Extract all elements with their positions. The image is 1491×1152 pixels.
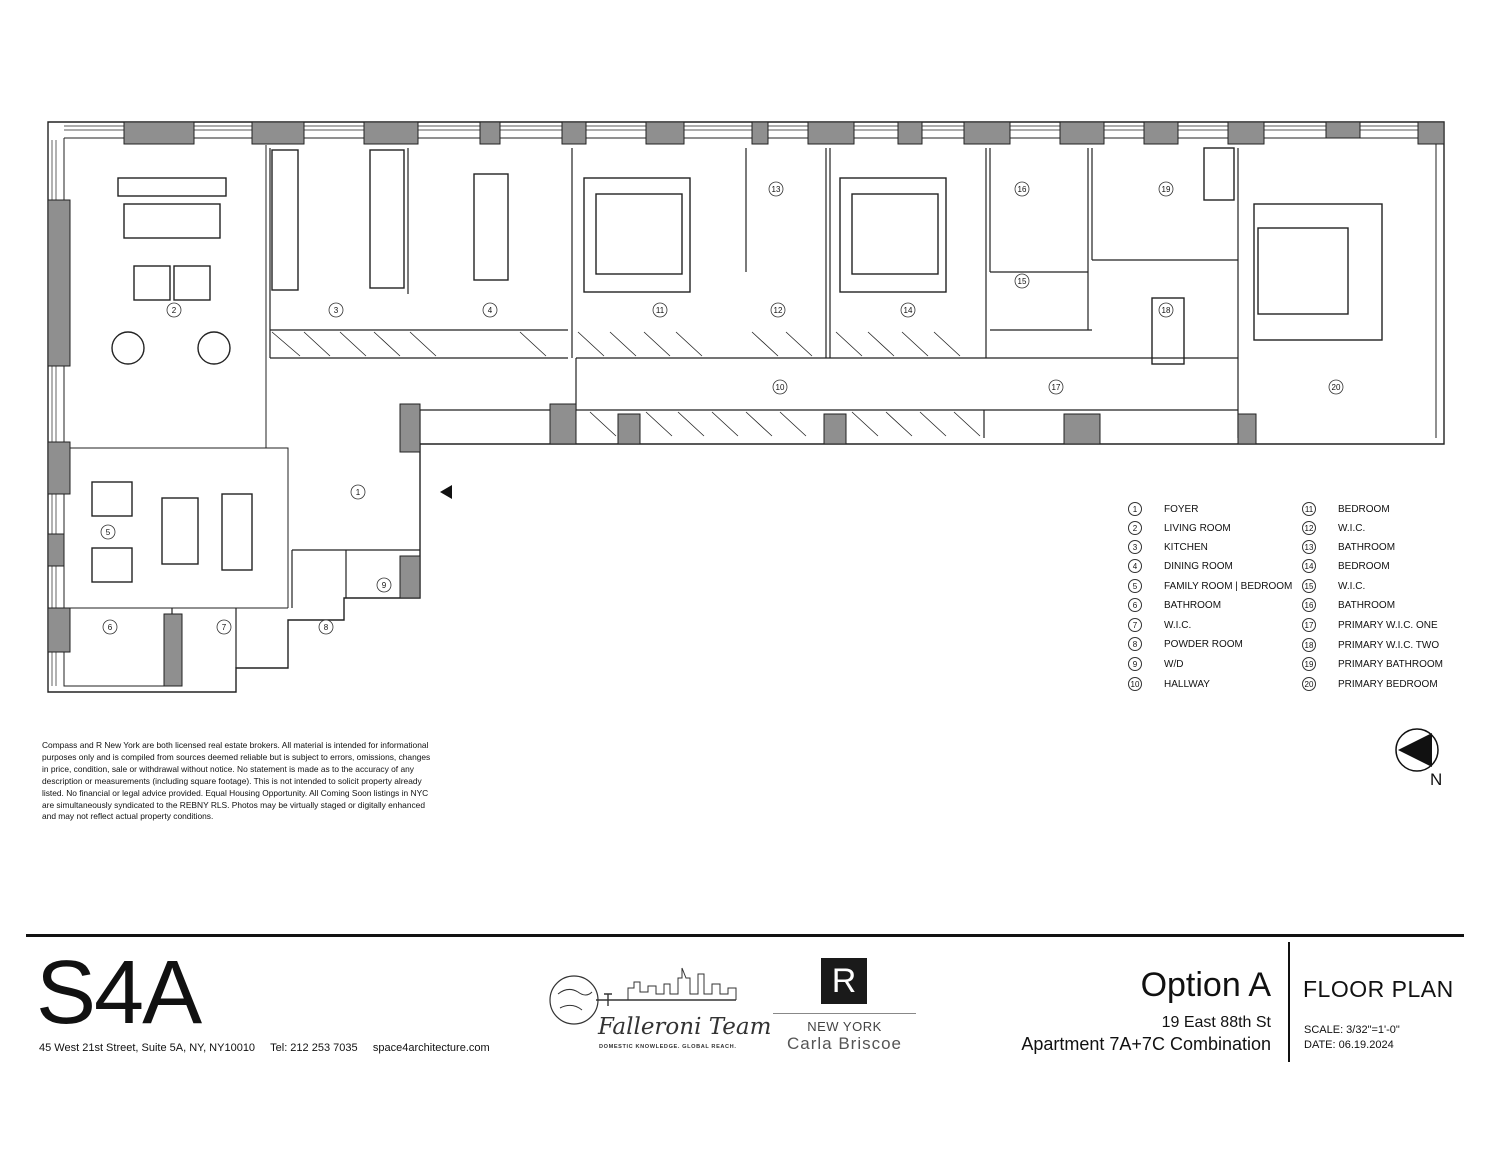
legend-item — [1302, 577, 1366, 595]
legend-number: 2 — [1128, 521, 1142, 535]
legend-number: 7 — [1128, 618, 1142, 632]
column — [964, 122, 1010, 144]
column — [1060, 122, 1104, 144]
legend-label: W.I.C. — [1164, 619, 1192, 631]
room-tag-15 — [1015, 274, 1029, 288]
legend-label: POWDER ROOM — [1164, 638, 1243, 650]
column — [400, 404, 420, 452]
svg-text:9: 9 — [381, 581, 387, 590]
column — [48, 608, 70, 652]
north-arrow-icon — [1396, 729, 1438, 771]
family-sofa — [222, 494, 252, 570]
svg-text:17: 17 — [1051, 383, 1061, 392]
legend-number: 4 — [1128, 559, 1142, 573]
legend-label: FOYER — [1164, 503, 1199, 515]
living-console — [118, 178, 226, 196]
footer-divider-line — [26, 934, 1464, 937]
room-tag-2 — [167, 303, 181, 317]
svg-text:10: 10 — [775, 383, 785, 392]
legend-number: 8 — [1128, 637, 1142, 651]
legend-label: BATHROOM — [1164, 599, 1222, 611]
column — [1144, 122, 1178, 144]
north-label: N — [1430, 770, 1443, 789]
svg-text:11: 11 — [655, 306, 665, 315]
legend-item — [1302, 636, 1440, 654]
svg-text:19: 19 — [1161, 185, 1171, 194]
globe-icon — [550, 976, 598, 1024]
column — [1326, 122, 1360, 138]
living-sofa — [124, 204, 220, 238]
room-tag-13 — [769, 182, 783, 196]
legend-label: LIVING ROOM — [1164, 522, 1231, 534]
legend-label: FAMILY ROOM | BEDROOM — [1164, 580, 1293, 592]
legend-label: PRIMARY W.I.C. TWO — [1338, 639, 1440, 651]
bed-room-20 — [1258, 228, 1348, 314]
team-tagline: DOMESTIC KNOWLEDGE. GLOBAL REACH. — [599, 1044, 737, 1050]
living-armchair-left — [112, 332, 144, 364]
apartment-name: Apartment 7A+7C Combination — [1021, 1034, 1271, 1054]
legend-number: 11 — [1302, 502, 1316, 516]
option-title: Option A — [1140, 966, 1271, 1004]
column — [252, 122, 304, 144]
legend-item — [1302, 655, 1444, 673]
legend-item — [1302, 500, 1390, 518]
legend-number: 15 — [1302, 579, 1316, 593]
column — [124, 122, 194, 144]
legend-number: 16 — [1302, 598, 1316, 612]
property-address: 19 East 88th St — [1161, 1014, 1271, 1031]
legend-number: 18 — [1302, 638, 1316, 652]
entry-arrow-icon — [440, 485, 452, 499]
legend-item — [1128, 655, 1184, 673]
column — [480, 122, 500, 144]
room-tag-7 — [217, 620, 231, 634]
legend-label: PRIMARY W.I.C. ONE — [1338, 619, 1438, 631]
dining-table — [474, 174, 508, 280]
svg-text:3: 3 — [333, 306, 339, 315]
svg-text:7: 7 — [221, 623, 227, 632]
svg-text:8: 8 — [323, 623, 329, 632]
legend-number: 6 — [1128, 598, 1142, 612]
room-tag-16 — [1015, 182, 1029, 196]
kitchen-island — [370, 150, 404, 288]
legend-item — [1302, 616, 1438, 634]
legend-number: 13 — [1302, 540, 1316, 554]
living-ottoman-right — [174, 266, 210, 300]
column — [1418, 122, 1444, 144]
column — [550, 404, 576, 444]
legend-number: 12 — [1302, 521, 1316, 535]
room-tag-10 — [773, 380, 787, 394]
legend-number: 17 — [1302, 618, 1316, 632]
column — [808, 122, 854, 144]
disclaimer-text: Compass and R New York are both licensed real estate brokers. All material is intended for informational purposes only and is compiled from sources deemed reliable but is subject to errors, omissions, changes in price, condition, sale or withdrawal without notice. No statement is made as to the accuracy of any description or measurements (including square footage). This is not intended to solicit property already listed. No financial or legal advice provided. Equal Housing Opportunity. All Coming Soon listings in NYC are simultaneously syndicated to the REBNY RLS. Photos may be virtually staged or digitally enhanced and may not reflect actual property conditions. — [42, 740, 431, 822]
column — [364, 122, 418, 144]
room-tag-3 — [329, 303, 343, 317]
legend-item — [1302, 596, 1396, 614]
svg-text:2: 2 — [171, 306, 177, 315]
svg-text:14: 14 — [903, 306, 913, 315]
legend-label: KITCHEN — [1164, 541, 1208, 553]
legend-label: W/D — [1164, 658, 1184, 670]
broker-divider — [773, 1013, 916, 1014]
column — [824, 414, 846, 444]
legend-label: DINING ROOM — [1164, 560, 1233, 572]
legend-number: 10 — [1128, 677, 1142, 691]
svg-text:12: 12 — [773, 306, 783, 315]
room-tag-18 — [1159, 303, 1173, 317]
room-tag-12 — [771, 303, 785, 317]
column — [48, 442, 70, 494]
legend-number: 9 — [1128, 657, 1142, 671]
sheet-title: FLOOR PLAN — [1303, 976, 1454, 1002]
room-tag-1 — [351, 485, 365, 499]
column — [898, 122, 922, 144]
column — [562, 122, 586, 144]
svg-text:6: 6 — [107, 623, 113, 632]
legend-item — [1128, 675, 1210, 693]
legend-item — [1128, 557, 1233, 575]
skyline-icon — [628, 968, 736, 1000]
kitchen-counter — [272, 150, 298, 290]
drawing-date: DATE: 06.19.2024 — [1304, 1039, 1394, 1051]
svg-text:15: 15 — [1017, 277, 1027, 286]
bed-room-14 — [852, 194, 938, 274]
legend-item — [1128, 596, 1222, 614]
legend-item — [1302, 557, 1390, 575]
svg-text:13: 13 — [771, 185, 781, 194]
room-tag-6 — [103, 620, 117, 634]
column — [48, 200, 70, 366]
living-armchair-right — [198, 332, 230, 364]
legend-number: 20 — [1302, 677, 1316, 691]
room-tag-17 — [1049, 380, 1063, 394]
room-tag-5 — [101, 525, 115, 539]
legend-item — [1302, 519, 1366, 537]
column — [1228, 122, 1264, 144]
team-name: Falleroni Team — [598, 1014, 772, 1040]
column — [752, 122, 768, 144]
broker-logo: R — [821, 958, 867, 1004]
room-tag-20 — [1329, 380, 1343, 394]
legend-item — [1302, 675, 1438, 693]
legend-item — [1128, 577, 1293, 595]
svg-text:16: 16 — [1017, 185, 1027, 194]
room-tag-4 — [483, 303, 497, 317]
column — [618, 414, 640, 444]
legend-label: BATHROOM — [1338, 599, 1396, 611]
legend-item — [1128, 519, 1231, 537]
bed-room-11 — [596, 194, 682, 274]
broker-city: NEW YORK — [807, 1019, 882, 1034]
legend-number: 5 — [1128, 579, 1142, 593]
family-chair-top — [92, 482, 132, 516]
rug-room-20 — [1254, 204, 1382, 340]
legend-number: 1 — [1128, 502, 1142, 516]
legend-number: 3 — [1128, 540, 1142, 554]
firm-logo: S4A — [36, 943, 201, 1043]
rug-room-11 — [584, 178, 690, 292]
svg-text:5: 5 — [105, 528, 111, 537]
legend-label: HALLWAY — [1164, 678, 1210, 690]
column — [400, 556, 420, 598]
living-ottoman-left — [134, 266, 170, 300]
title-block-divider — [1288, 942, 1290, 1062]
column — [1238, 414, 1256, 444]
legend-number: 19 — [1302, 657, 1316, 671]
legend-item — [1128, 616, 1192, 634]
svg-text:4: 4 — [487, 306, 493, 315]
legend-number: 14 — [1302, 559, 1316, 573]
svg-text:1: 1 — [355, 488, 361, 497]
legend-label: PRIMARY BATHROOM — [1338, 658, 1444, 670]
svg-text:18: 18 — [1161, 306, 1171, 315]
column — [1064, 414, 1100, 444]
interior-wall-outline — [48, 138, 1436, 686]
legend-label: BEDROOM — [1338, 560, 1390, 572]
legend-item — [1128, 538, 1208, 556]
column — [164, 614, 182, 686]
drawing-scale: SCALE: 3/32"=1'-0" — [1304, 1024, 1400, 1036]
legend-label: BATHROOM — [1338, 541, 1396, 553]
column — [48, 534, 64, 566]
column — [646, 122, 684, 144]
room-tag-9 — [377, 578, 391, 592]
room-tag-11 — [653, 303, 667, 317]
family-coffee-table — [162, 498, 198, 564]
legend-label: W.I.C. — [1338, 522, 1366, 534]
legend-item — [1128, 500, 1199, 518]
primary-bathtub — [1204, 148, 1234, 200]
legend-label: BEDROOM — [1338, 503, 1390, 515]
rug-room-14 — [840, 178, 946, 292]
firm-contact-info: 45 West 21st Street, Suite 5A, NY, NY10010 Tel: 212 253 7035 space4architecture.com — [39, 1042, 490, 1054]
legend-item — [1302, 538, 1396, 556]
broker-agent: Carla Briscoe — [786, 1034, 903, 1053]
legend-label: W.I.C. — [1338, 580, 1366, 592]
room-tag-19 — [1159, 182, 1173, 196]
key-icon — [596, 994, 736, 1006]
room-tag-14 — [901, 303, 915, 317]
room-tag-8 — [319, 620, 333, 634]
family-chair-bottom — [92, 548, 132, 582]
legend-label: PRIMARY BEDROOM — [1338, 678, 1438, 690]
svg-text:20: 20 — [1331, 383, 1341, 392]
legend-item — [1128, 635, 1243, 653]
